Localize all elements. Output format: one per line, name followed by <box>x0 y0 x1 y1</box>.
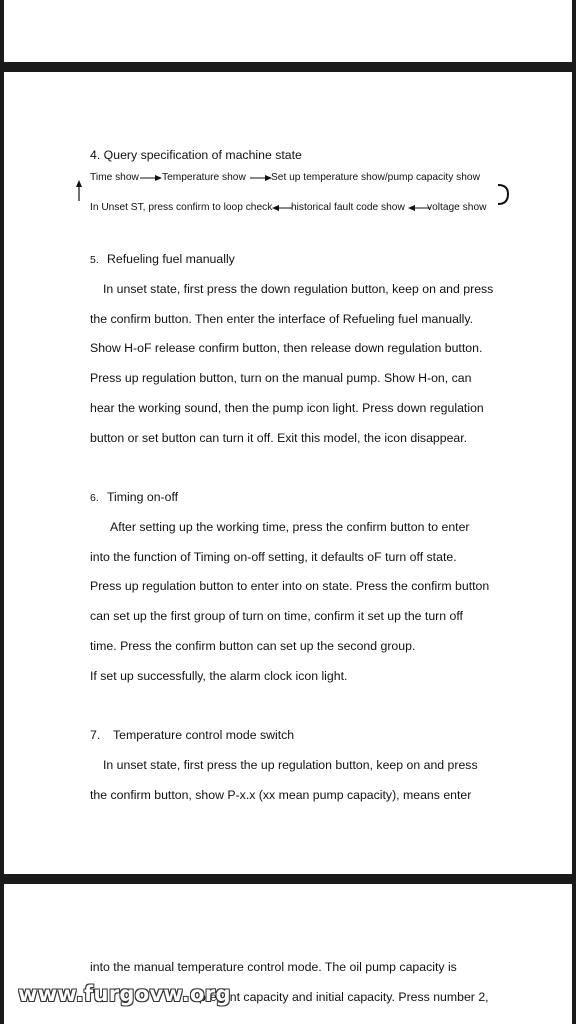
section-6-line: can set up the first group of turn on time, confirm it set up the turn off <box>90 609 463 623</box>
section-5-line: hear the working sound, then the pump icon light. Press down regulation <box>90 401 484 415</box>
section-7-number: 7. <box>90 728 101 742</box>
watermark: www.furgovw.org <box>18 982 231 1006</box>
section-5-line: Press up regulation button, turn on the manual pump. Show H-on, can <box>90 371 472 385</box>
loop-arrow-icon <box>496 182 510 208</box>
section-7-line: In unset state, first press the up regulation button, keep on and press <box>103 758 478 772</box>
section-6-line: Press up regulation button to enter into on state. Press the confirm button <box>90 579 490 593</box>
flow-unset-loop: In Unset ST, press confirm to loop check <box>90 202 273 213</box>
section-6-line: After setting up the working time, press the confirm button to enter <box>110 520 470 534</box>
section-7-title: Temperature control mode switch <box>113 728 295 742</box>
section-5-line: the confirm button. Then enter the interface of Refueling fuel manually. <box>90 312 474 326</box>
arrow-right-icon <box>250 172 272 184</box>
section-5-line: Show H-oF release confirm button, then release down regulation button. <box>90 341 483 355</box>
arrow-left-icon <box>272 202 292 214</box>
section-5-title: Refueling fuel manually <box>107 252 235 266</box>
previous-page <box>4 0 572 62</box>
section-5-number: 5. <box>90 254 99 266</box>
section-4-heading: 4. Query specification of machine state <box>90 148 302 162</box>
arrow-right-icon <box>140 172 162 184</box>
flow-temperature-show: Temperature show <box>162 172 246 183</box>
section-7-line: the confirm button, show P-x.x (xx mean pump capacity), means enter <box>90 788 472 802</box>
section-6-line: time. Press the confirm button can set up the second group. <box>90 639 416 653</box>
page3-line: into the manual temperature control mode. The oil pump capacity is <box>90 960 457 974</box>
arrow-up-icon <box>74 180 84 202</box>
flow-fault-code: historical fault code show <box>291 202 405 213</box>
section-5-line: button or set button can turn it off. Exit this model, the icon disappear. <box>90 431 468 445</box>
section-6-line: If set up successfully, the alarm clock icon light. <box>90 669 348 683</box>
document-page <box>4 72 572 874</box>
flow-time-show: Time show <box>90 172 139 183</box>
section-6-line: into the function of Timing on-off setting, it defaults oF turn off state. <box>90 550 457 564</box>
page3-line: present capacity and initial capacity. Press number 2, <box>199 990 489 1004</box>
section-5-line: In unset state, first press the down regulation button, keep on and press <box>103 282 494 296</box>
section-6-number: 6. <box>90 492 99 504</box>
flow-voltage-show: voltage show <box>427 202 487 213</box>
flow-setup-temp-show: Set up temperature show/pump capacity show <box>271 172 480 183</box>
section-6-title: Timing on-off <box>107 490 179 504</box>
